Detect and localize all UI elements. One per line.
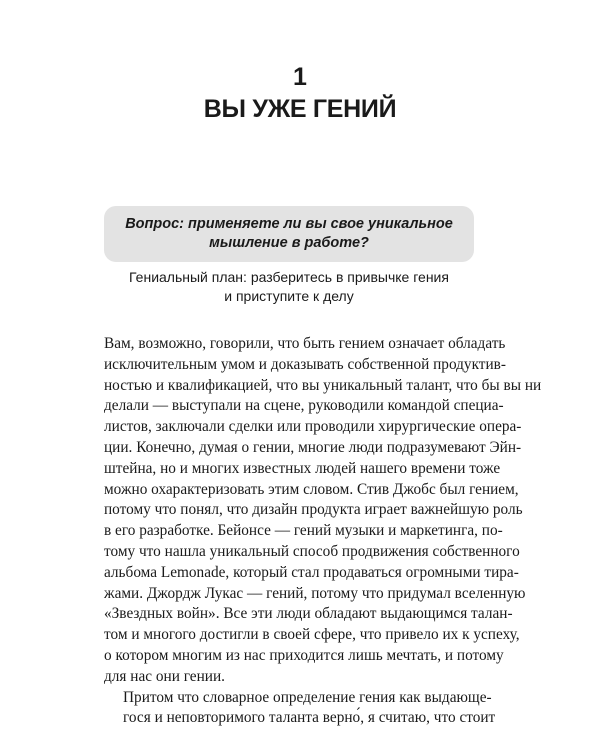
text-line: альбома Lemonade, который стал продаваться огромными тира-	[104, 563, 519, 581]
text-line: жами. Джордж Лукас — гений, потому что придумал вселенную	[104, 584, 526, 602]
body-text	[104, 334, 542, 729]
text-line: штейна, но и многих известных людей нашего времени тоже	[104, 459, 501, 477]
genius-plan-line-2: и приступите к делу	[224, 288, 354, 304]
text-line: в его разработке. Бейонсе — гений музыки и маркетинга, по-	[104, 522, 503, 540]
question-text	[125, 215, 453, 253]
text-line: Притом что словарное определение гения как выдающе-	[123, 688, 492, 706]
text-line: тому что нашла уникальный способ продвижения собственного	[104, 542, 520, 560]
text-line: исключительным умом и доказывать собственной продуктив-	[104, 355, 506, 373]
text-line: потому что понял, что дизайн продукта играет важнейшую роль	[104, 501, 523, 519]
question-line-2: мышление в работе?	[209, 235, 369, 251]
text-line: ностью и квалификацией, что вы уникальный талант, что бы вы ни	[104, 376, 542, 394]
text-line: ции. Конечно, думая о гении, многие люди подразумевают Эйн-	[104, 438, 522, 456]
text-line: листов, заключали сделки или проводили хирургические опера-	[104, 418, 522, 436]
genius-plan	[104, 268, 474, 306]
text-line: гося и неповторимого таланта верно́, я считаю, что стоит	[123, 709, 496, 727]
text-line: «Звездных войн». Все эти люди обладают выдающимся талан-	[104, 605, 513, 623]
text-line: Вам, возможно, говорили, что быть гением означает обладать	[104, 335, 506, 352]
genius-plan-line-1: Гениальный план: разберитесь в привычке гения	[129, 269, 449, 285]
text-line: для нас они гении.	[104, 667, 225, 685]
paragraph	[104, 334, 542, 688]
text-line: о котором многим из нас приходится лишь мечтать, и потому	[104, 646, 504, 664]
paragraph	[104, 688, 496, 730]
chapter-number: 1	[293, 63, 307, 91]
text-line: делали — выступали на сцене, руководили командой специа-	[104, 397, 504, 415]
question-line-1: Вопрос: применяете ли вы свое уникальное	[125, 216, 453, 232]
text-line: можно охарактеризовать этим словом. Стив Джобс был гением,	[104, 480, 519, 498]
text-line: том и многого достигли в своей сфере, что привело их к успеху,	[104, 626, 520, 644]
question-callout	[104, 206, 474, 262]
chapter-title: ВЫ УЖЕ ГЕНИЙ	[203, 95, 397, 123]
